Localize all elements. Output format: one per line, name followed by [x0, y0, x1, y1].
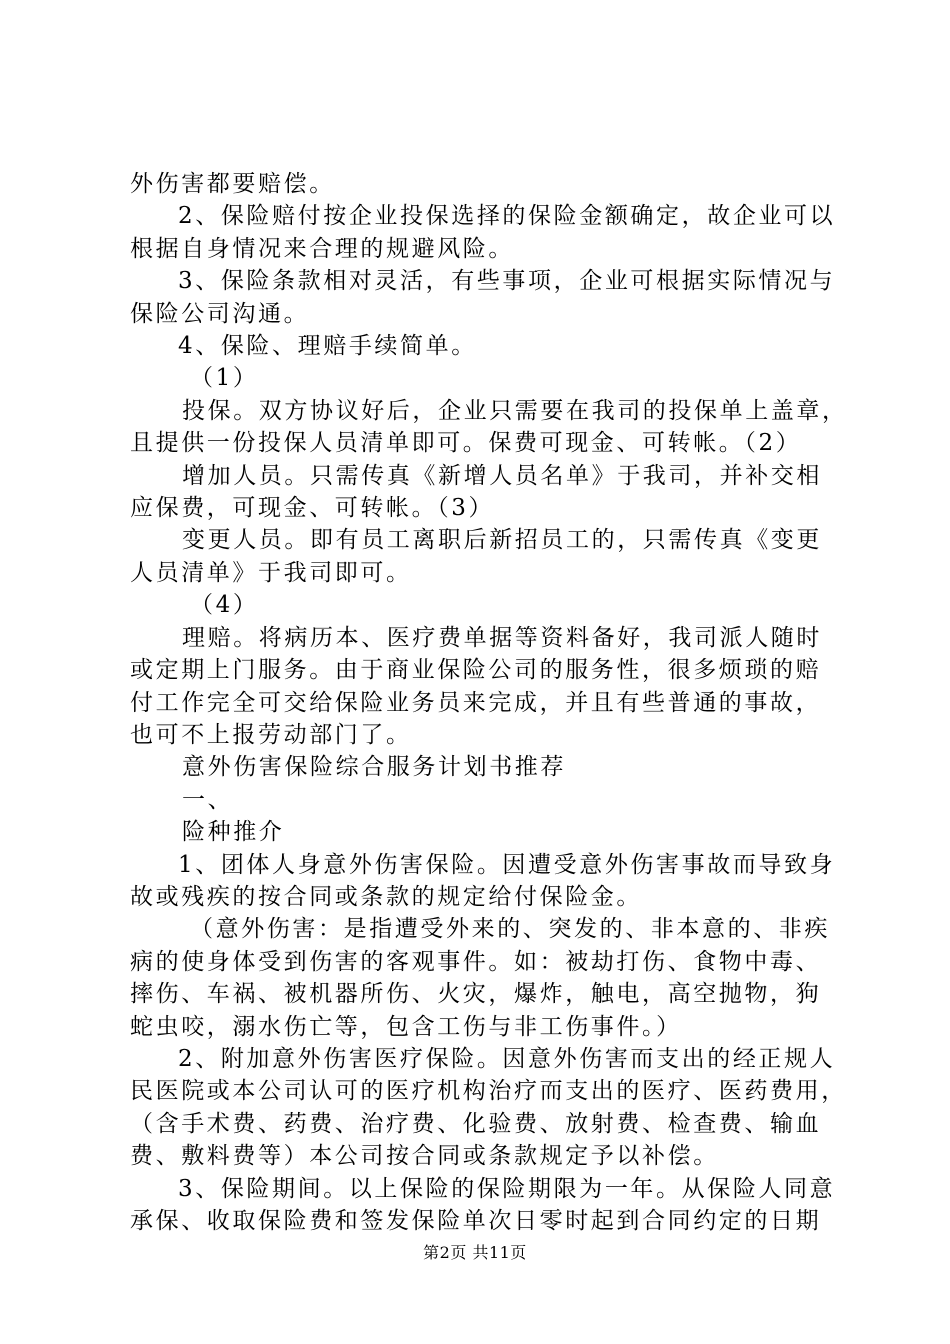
paragraph-line: 民医院或本公司认可的医疗机构治疗而支出的医疗、医药费用， [130, 1078, 847, 1105]
paragraph-line: 也可不上报劳动部门了。 [130, 721, 412, 748]
paragraph-line: 3、保险期间。以上保险的保险期限为一年。从保险人同意 [178, 1175, 836, 1202]
paragraph-line: 应保费，可现金、可转帐。（3） [130, 495, 495, 522]
paragraph-line: 根据自身情况来合理的规避风险。 [130, 235, 514, 262]
paragraph-line: 外伤害都要赔偿。 [130, 171, 335, 197]
section-heading: 意外伤害保险综合服务计划书推荐 [182, 754, 566, 781]
paragraph-line: （意外伤害：是指遭受外来的、突发的、非本意的、非疾 [190, 916, 830, 943]
paragraph-line: 4、保险、理赔手续简单。 [178, 333, 477, 360]
paragraph-line: 理赔。将病历本、医疗费单据等资料备好，我司派人随时 [182, 624, 822, 651]
paragraph-line: 费、敷料费等）本公司按合同或条款规定予以补偿。 [130, 1143, 719, 1170]
paragraph-line: 2、附加意外伤害医疗保险。因意外伤害而支出的经正规人 [178, 1045, 836, 1072]
paragraph-line: 且提供一份投保人员清单即可。保费可现金、可转帐。（2） [130, 430, 802, 457]
paragraph-line: 增加人员。只需传真《新增人员名单》于我司，并补交相 [182, 462, 822, 489]
paragraph-line: 摔伤、车祸、被机器所伤、火灾，爆炸，触电，高空抛物，狗 [130, 981, 822, 1008]
paragraph-line: （1） [190, 365, 259, 392]
section-heading: 险种推介 [182, 819, 285, 846]
paragraph-line: 病的使身体受到伤害的客观事件。如：被劫打伤、食物中毒、 [130, 948, 822, 975]
paragraph-line: 保险公司沟通。 [130, 300, 310, 327]
paragraph-line: 3、保险条款相对灵活，有些事项，企业可根据实际情况与 [178, 268, 836, 295]
section-number: 一、 [182, 786, 234, 813]
paragraph-line: 承保、收取保险费和签发保险单次日零时起到合同约定的日期 [130, 1208, 822, 1234]
paragraph-line: 1、团体人身意外伤害保险。因遭受意外伤害事故而导致身 [178, 851, 836, 878]
paragraph-line: 2、保险赔付按企业投保选择的保险金额确定，故企业可以 [178, 203, 836, 230]
paragraph-line: （4） [190, 592, 259, 619]
paragraph-line: 蛇虫咬，溺水伤亡等，包含工伤与非工伤事件。） [130, 1013, 682, 1040]
paragraph-line: 变更人员。即有员工离职后新招员工的，只需传真《变更 [182, 527, 822, 554]
paragraph-line: 投保。双方协议好后，企业只需要在我司的投保单上盖章， [182, 397, 848, 424]
paragraph-line: （含手术费、药费、治疗费、化验费、放射费、检查费、输血 [130, 1110, 822, 1137]
document-body [130, 168, 848, 1237]
paragraph-line: 人员清单》于我司即可。 [130, 559, 412, 586]
paragraph-line: 付工作完全可交给保险业务员来完成，并且有些普通的事故， [130, 689, 822, 716]
paragraph-line: 或定期上门服务。由于商业保险公司的服务性，很多烦琐的赔 [130, 657, 822, 684]
page-number-footer: 第2页 共11页 [423, 1243, 527, 1262]
paragraph-line: 故或残疾的按合同或条款的规定给付保险金。 [130, 883, 642, 910]
